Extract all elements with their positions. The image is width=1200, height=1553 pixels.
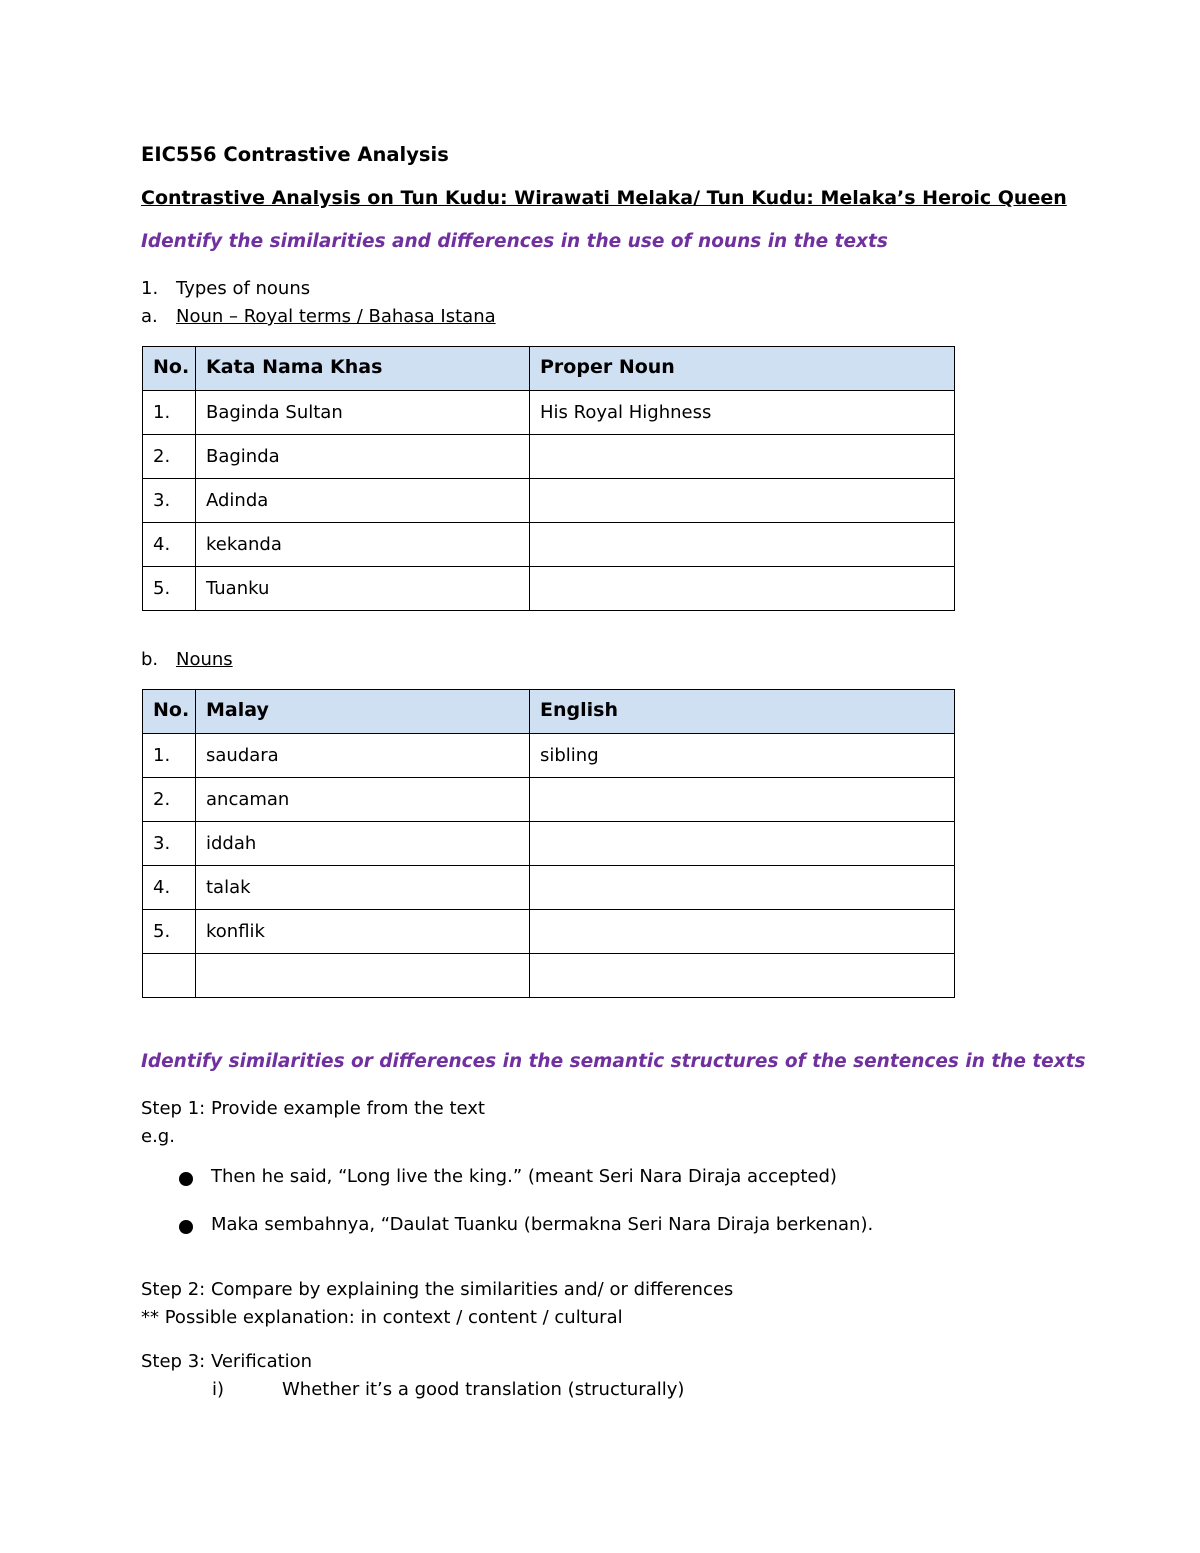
table-cell: His Royal Highness — [530, 391, 955, 435]
table-row — [143, 435, 955, 479]
bullet-icon — [179, 1172, 193, 1186]
table-cell: 5. — [143, 910, 196, 954]
table-cell: Adinda — [196, 479, 530, 523]
step-3-item: Whether it’s a good translation (structurally) — [282, 1379, 685, 1400]
table-header-cell: Malay — [196, 690, 530, 734]
table-cell: konflik — [196, 910, 530, 954]
table-cell — [143, 954, 196, 998]
table-header-row — [143, 347, 955, 391]
table-header-cell: Proper Noun — [530, 347, 955, 391]
table-cell: saudara — [196, 734, 530, 778]
step-1: Step 1: Provide example from the text — [141, 1098, 485, 1119]
table-row — [143, 523, 955, 567]
table-row — [143, 778, 955, 822]
table-cell: 5. — [143, 567, 196, 611]
table-cell — [530, 778, 955, 822]
list-letter-a: a. — [141, 306, 158, 327]
table-cell: 3. — [143, 822, 196, 866]
table-header-cell: English — [530, 690, 955, 734]
table-row — [143, 734, 955, 778]
royal-terms-table — [142, 346, 955, 611]
step-3-number: i) — [212, 1379, 225, 1400]
course-title: EIC556 Contrastive Analysis — [141, 143, 449, 166]
example-malay: Maka sembahnya, “Daulat Tuanku (bermakna Seri Nara Diraja berkenan). — [211, 1214, 874, 1235]
table-cell — [530, 954, 955, 998]
table-row — [143, 910, 955, 954]
table-cell: 1. — [143, 734, 196, 778]
table-cell: 4. — [143, 866, 196, 910]
table-header-row — [143, 690, 955, 734]
list-item-royal-terms: Noun – Royal terms / Bahasa Istana — [176, 306, 496, 327]
table-cell — [530, 479, 955, 523]
table-cell: sibling — [530, 734, 955, 778]
table-header-cell: No. — [143, 690, 196, 734]
table-cell: 2. — [143, 435, 196, 479]
table-cell — [530, 523, 955, 567]
table-cell — [530, 567, 955, 611]
step-3: Step 3: Verification — [141, 1351, 313, 1372]
step-2: Step 2: Compare by explaining the similarities and/ or differences — [141, 1279, 734, 1300]
list-item-types-of-nouns: Types of nouns — [176, 278, 311, 299]
nouns-table — [142, 689, 955, 998]
table-row — [143, 567, 955, 611]
section-heading-nouns: Identify the similarities and differences in the use of nouns in the texts — [141, 231, 888, 252]
table-row — [143, 822, 955, 866]
table-cell: iddah — [196, 822, 530, 866]
table-cell: Tuanku — [196, 567, 530, 611]
table-cell — [530, 435, 955, 479]
table-cell: Baginda Sultan — [196, 391, 530, 435]
table-cell: 1. — [143, 391, 196, 435]
list-item-nouns: Nouns — [176, 649, 233, 670]
example-english: Then he said, “Long live the king.” (meant Seri Nara Diraja accepted) — [211, 1166, 837, 1187]
table-cell — [530, 866, 955, 910]
table-cell: talak — [196, 866, 530, 910]
table-cell: kekanda — [196, 523, 530, 567]
document-subtitle: Contrastive Analysis on Tun Kudu: Wirawati Melaka/ Tun Kudu: Melaka’s Heroic Queen — [141, 187, 1067, 209]
example-label: e.g. — [141, 1126, 175, 1147]
table-cell: 3. — [143, 479, 196, 523]
table-cell — [530, 822, 955, 866]
table-row — [143, 479, 955, 523]
table-header-cell: Kata Nama Khas — [196, 347, 530, 391]
table-cell — [196, 954, 530, 998]
list-letter-b: b. — [141, 649, 159, 670]
table-header-cell: No. — [143, 347, 196, 391]
table-row — [143, 954, 955, 998]
table-cell — [530, 910, 955, 954]
table-cell: Baginda — [196, 435, 530, 479]
table-cell: ancaman — [196, 778, 530, 822]
list-number-1: 1. — [141, 278, 159, 299]
bullet-icon — [179, 1220, 193, 1234]
table-row — [143, 866, 955, 910]
section-heading-semantics: Identify similarities or differences in the semantic structures of the sentences in the texts — [141, 1051, 1086, 1072]
table-cell: 4. — [143, 523, 196, 567]
table-cell: 2. — [143, 778, 196, 822]
step-2-note: ** Possible explanation: in context / content / cultural — [141, 1307, 623, 1328]
table-row — [143, 391, 955, 435]
